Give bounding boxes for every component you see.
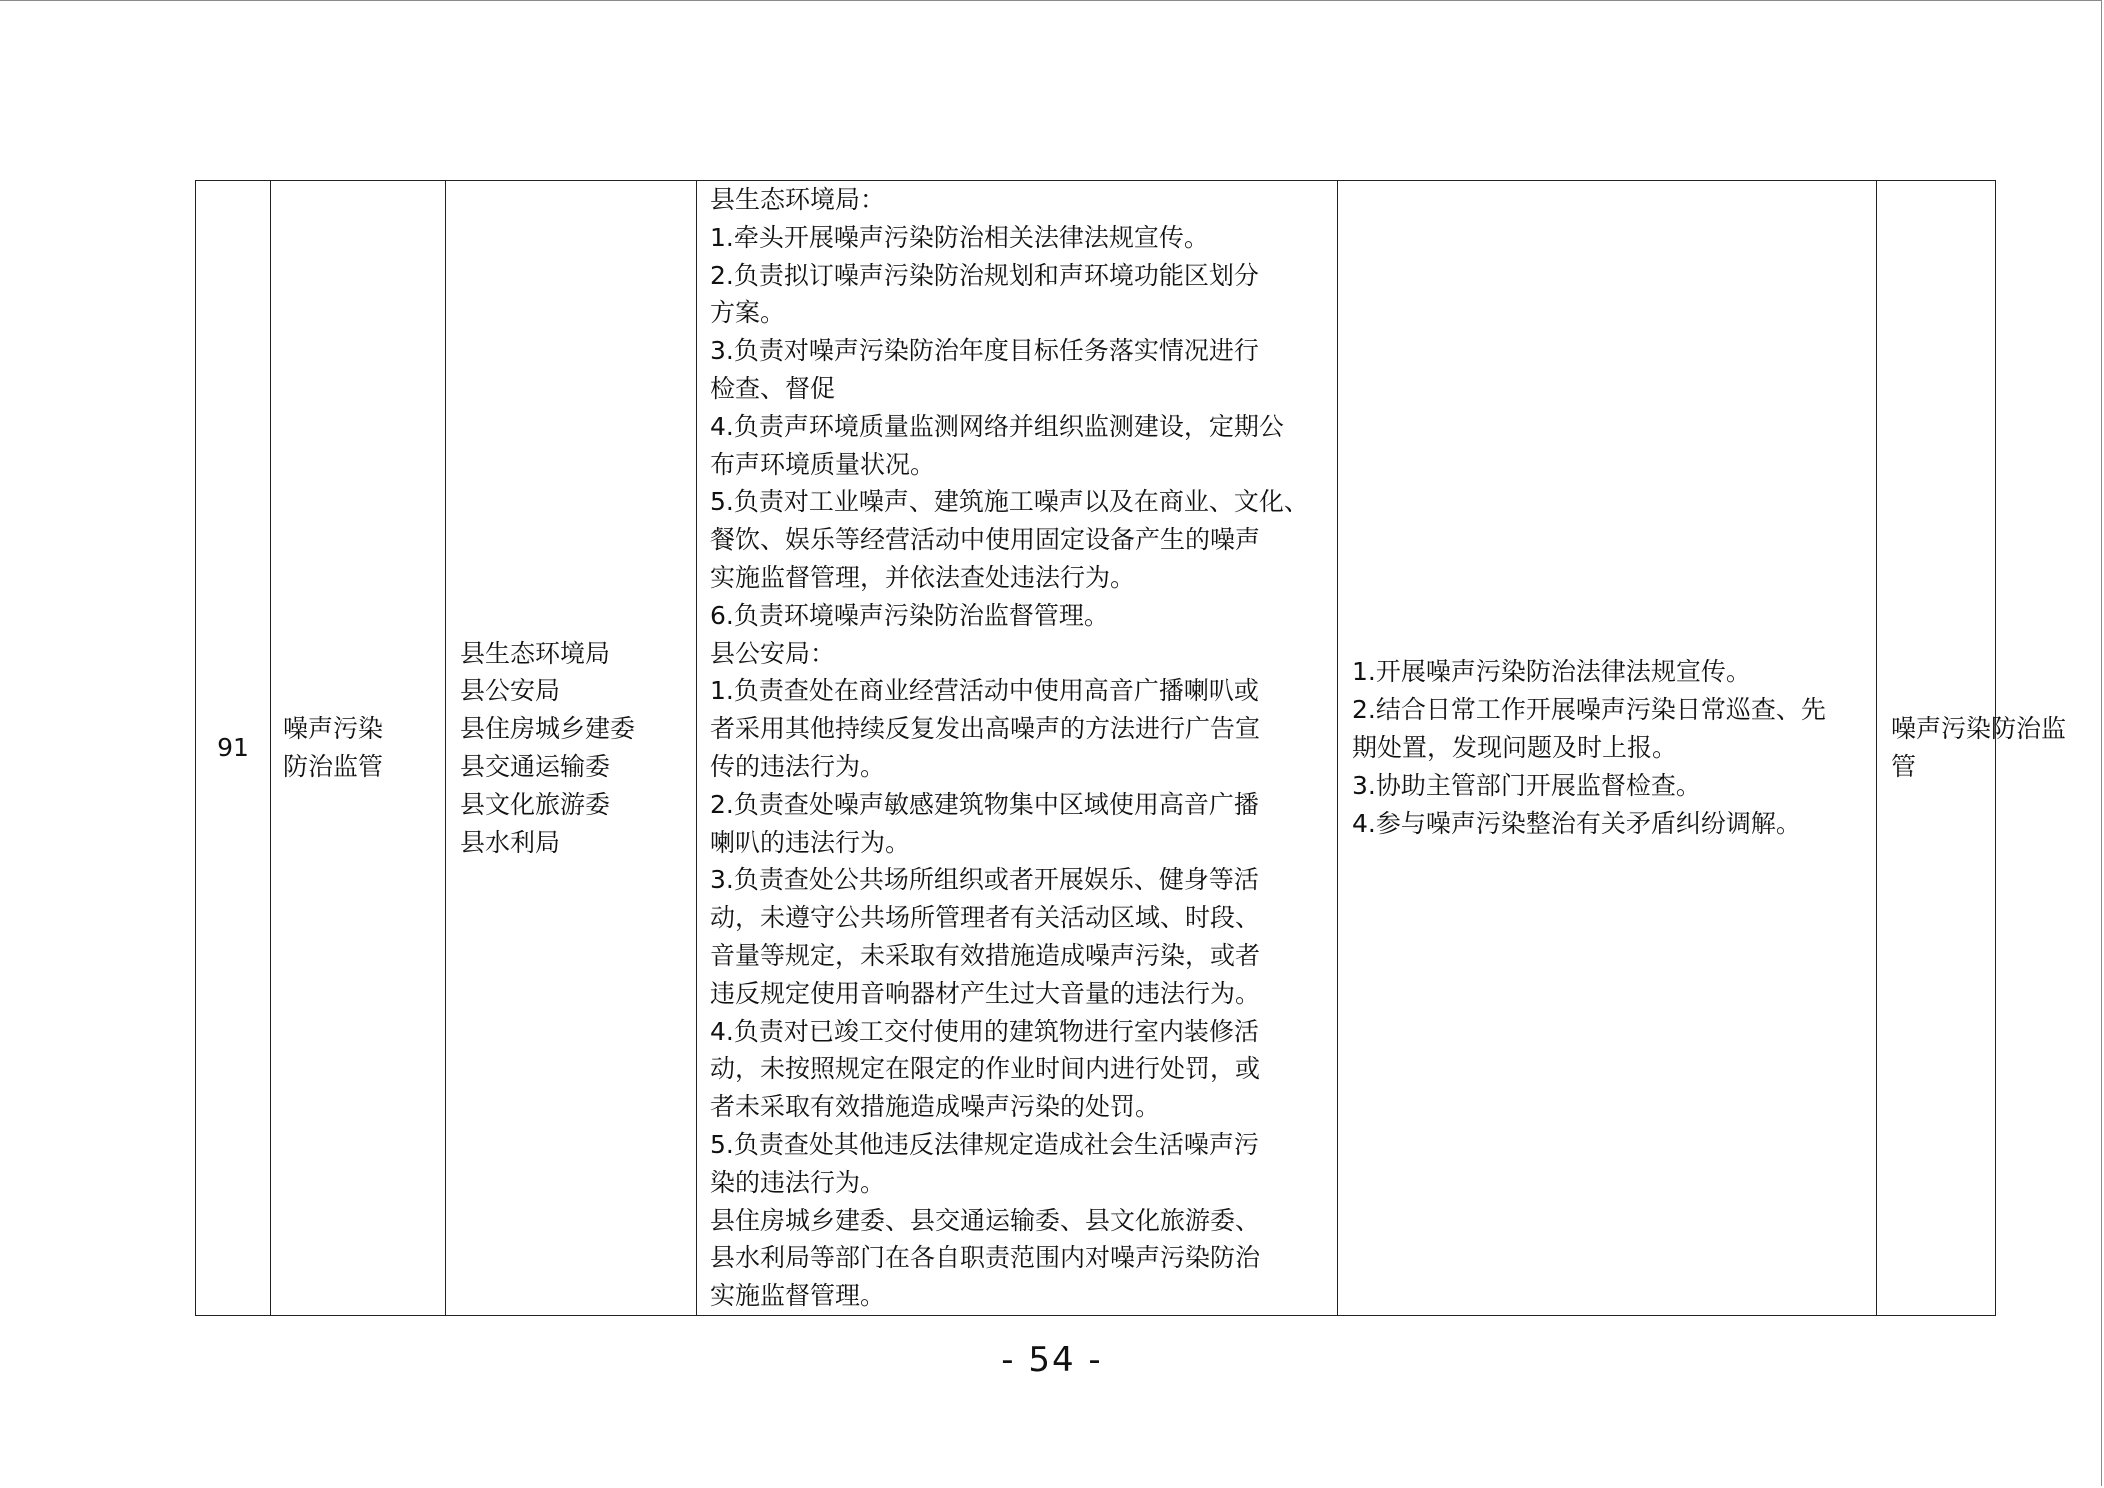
duty-line: 县生态环境局： [710, 185, 886, 214]
item-name-line: 噪声污染 [283, 714, 384, 744]
duty-line: 1.牵头开展噪声污染防治相关法律法规宣传。 [710, 222, 1209, 252]
duty-line: 2.负责拟订噪声污染防治规划和声环境功能区划分 [710, 260, 1259, 290]
duty-line: 方案。 [710, 298, 786, 328]
duty-line: 者未采取有效措施造成噪声污染的处罚。 [710, 1092, 1161, 1122]
township-duty-line: 期处置，发现问题及时上报。 [1352, 733, 1678, 763]
basis-cell [1877, 181, 2067, 1316]
department-name: 县生态环境局 [460, 638, 611, 668]
item-name-line: 防治监管 [283, 751, 384, 781]
duty-line: 喇叭的违法行为。 [710, 827, 911, 857]
township-duty-line: 4.参与噪声污染整治有关矛盾纠纷调解。 [1352, 808, 1801, 838]
duty-line: 3.负责对噪声污染防治年度目标任务落实情况进行 [710, 336, 1259, 366]
table-row [196, 181, 1996, 1316]
township-duties-cell [1338, 181, 1877, 1316]
row-number: 91 [196, 181, 271, 1316]
duty-line: 染的违法行为。 [710, 1167, 886, 1197]
duty-line: 实施监督管理，并依法查处违法行为。 [710, 562, 1136, 592]
duty-line: 2.负责查处噪声敏感建筑物集中区域使用高音广播 [710, 789, 1259, 819]
department-name: 县住房城乡建委 [460, 714, 636, 744]
duty-line: 县公安局： [710, 638, 836, 668]
department-name: 县文化旅游委 [460, 789, 611, 819]
duty-line: 餐饮、娱乐等经营活动中使用固定设备产生的噪声 [710, 525, 1261, 555]
item-name-cell [271, 181, 446, 1316]
duty-line: 布声环境质量状况。 [710, 449, 936, 479]
duty-line: 音量等规定，未采取有效措施造成噪声污染，或者 [710, 940, 1261, 970]
department-name: 县公安局 [460, 676, 561, 706]
duty-line: 实施监督管理。 [710, 1281, 886, 1311]
township-duty-line: 1.开展噪声污染防治法律法规宣传。 [1352, 657, 1751, 687]
departments-cell [446, 181, 697, 1316]
duty-line: 检查、督促 [710, 373, 836, 403]
duty-line: 6.负责环境噪声污染防治监督管理。 [710, 600, 1109, 630]
department-name: 县交通运输委 [460, 751, 611, 781]
duty-line: 者采用其他持续反复发出高噪声的方法进行广告宣 [710, 714, 1261, 744]
responsibility-table [195, 180, 2067, 1316]
basis-line: 噪声污染防治监 [1891, 714, 2067, 744]
duty-line: 4.负责声环境质量监测网络并组织监测建设，定期公 [710, 411, 1284, 441]
duty-line: 县住房城乡建委、县交通运输委、县文化旅游委、 [710, 1205, 1261, 1235]
duty-line: 县水利局等部门在各自职责范围内对噪声污染防治 [710, 1243, 1261, 1273]
duty-line: 4.负责对已竣工交付使用的建筑物进行室内装修活 [710, 1016, 1259, 1046]
duty-line: 5.负责对工业噪声、建筑施工噪声以及在商业、文化、 [710, 487, 1309, 517]
duty-line: 传的违法行为。 [710, 751, 886, 781]
duty-line: 违反规定使用音响器材产生过大音量的违法行为。 [710, 978, 1261, 1008]
department-duties-cell [697, 181, 1338, 1316]
duty-line: 动，未按照规定在限定的作业时间内进行处罚，或 [710, 1054, 1261, 1084]
page-number: - 54 - [1001, 1340, 1103, 1380]
duty-line: 动，未遵守公共场所管理者有关活动区域、时段、 [710, 903, 1261, 933]
duty-line: 5.负责查处其他违反法律规定造成社会生活噪声污 [710, 1129, 1259, 1159]
basis-line: 管 [1891, 751, 1917, 781]
township-duty-line: 2.结合日常工作开展噪声污染日常巡查、先 [1352, 695, 1826, 725]
township-duty-line: 3.协助主管部门开展监督检查。 [1352, 770, 1701, 800]
duty-line: 3.负责查处公共场所组织或者开展娱乐、健身等活 [710, 865, 1259, 895]
duty-line: 1.负责查处在商业经营活动中使用高音广播喇叭或 [710, 676, 1259, 706]
department-name: 县水利局 [460, 827, 561, 857]
